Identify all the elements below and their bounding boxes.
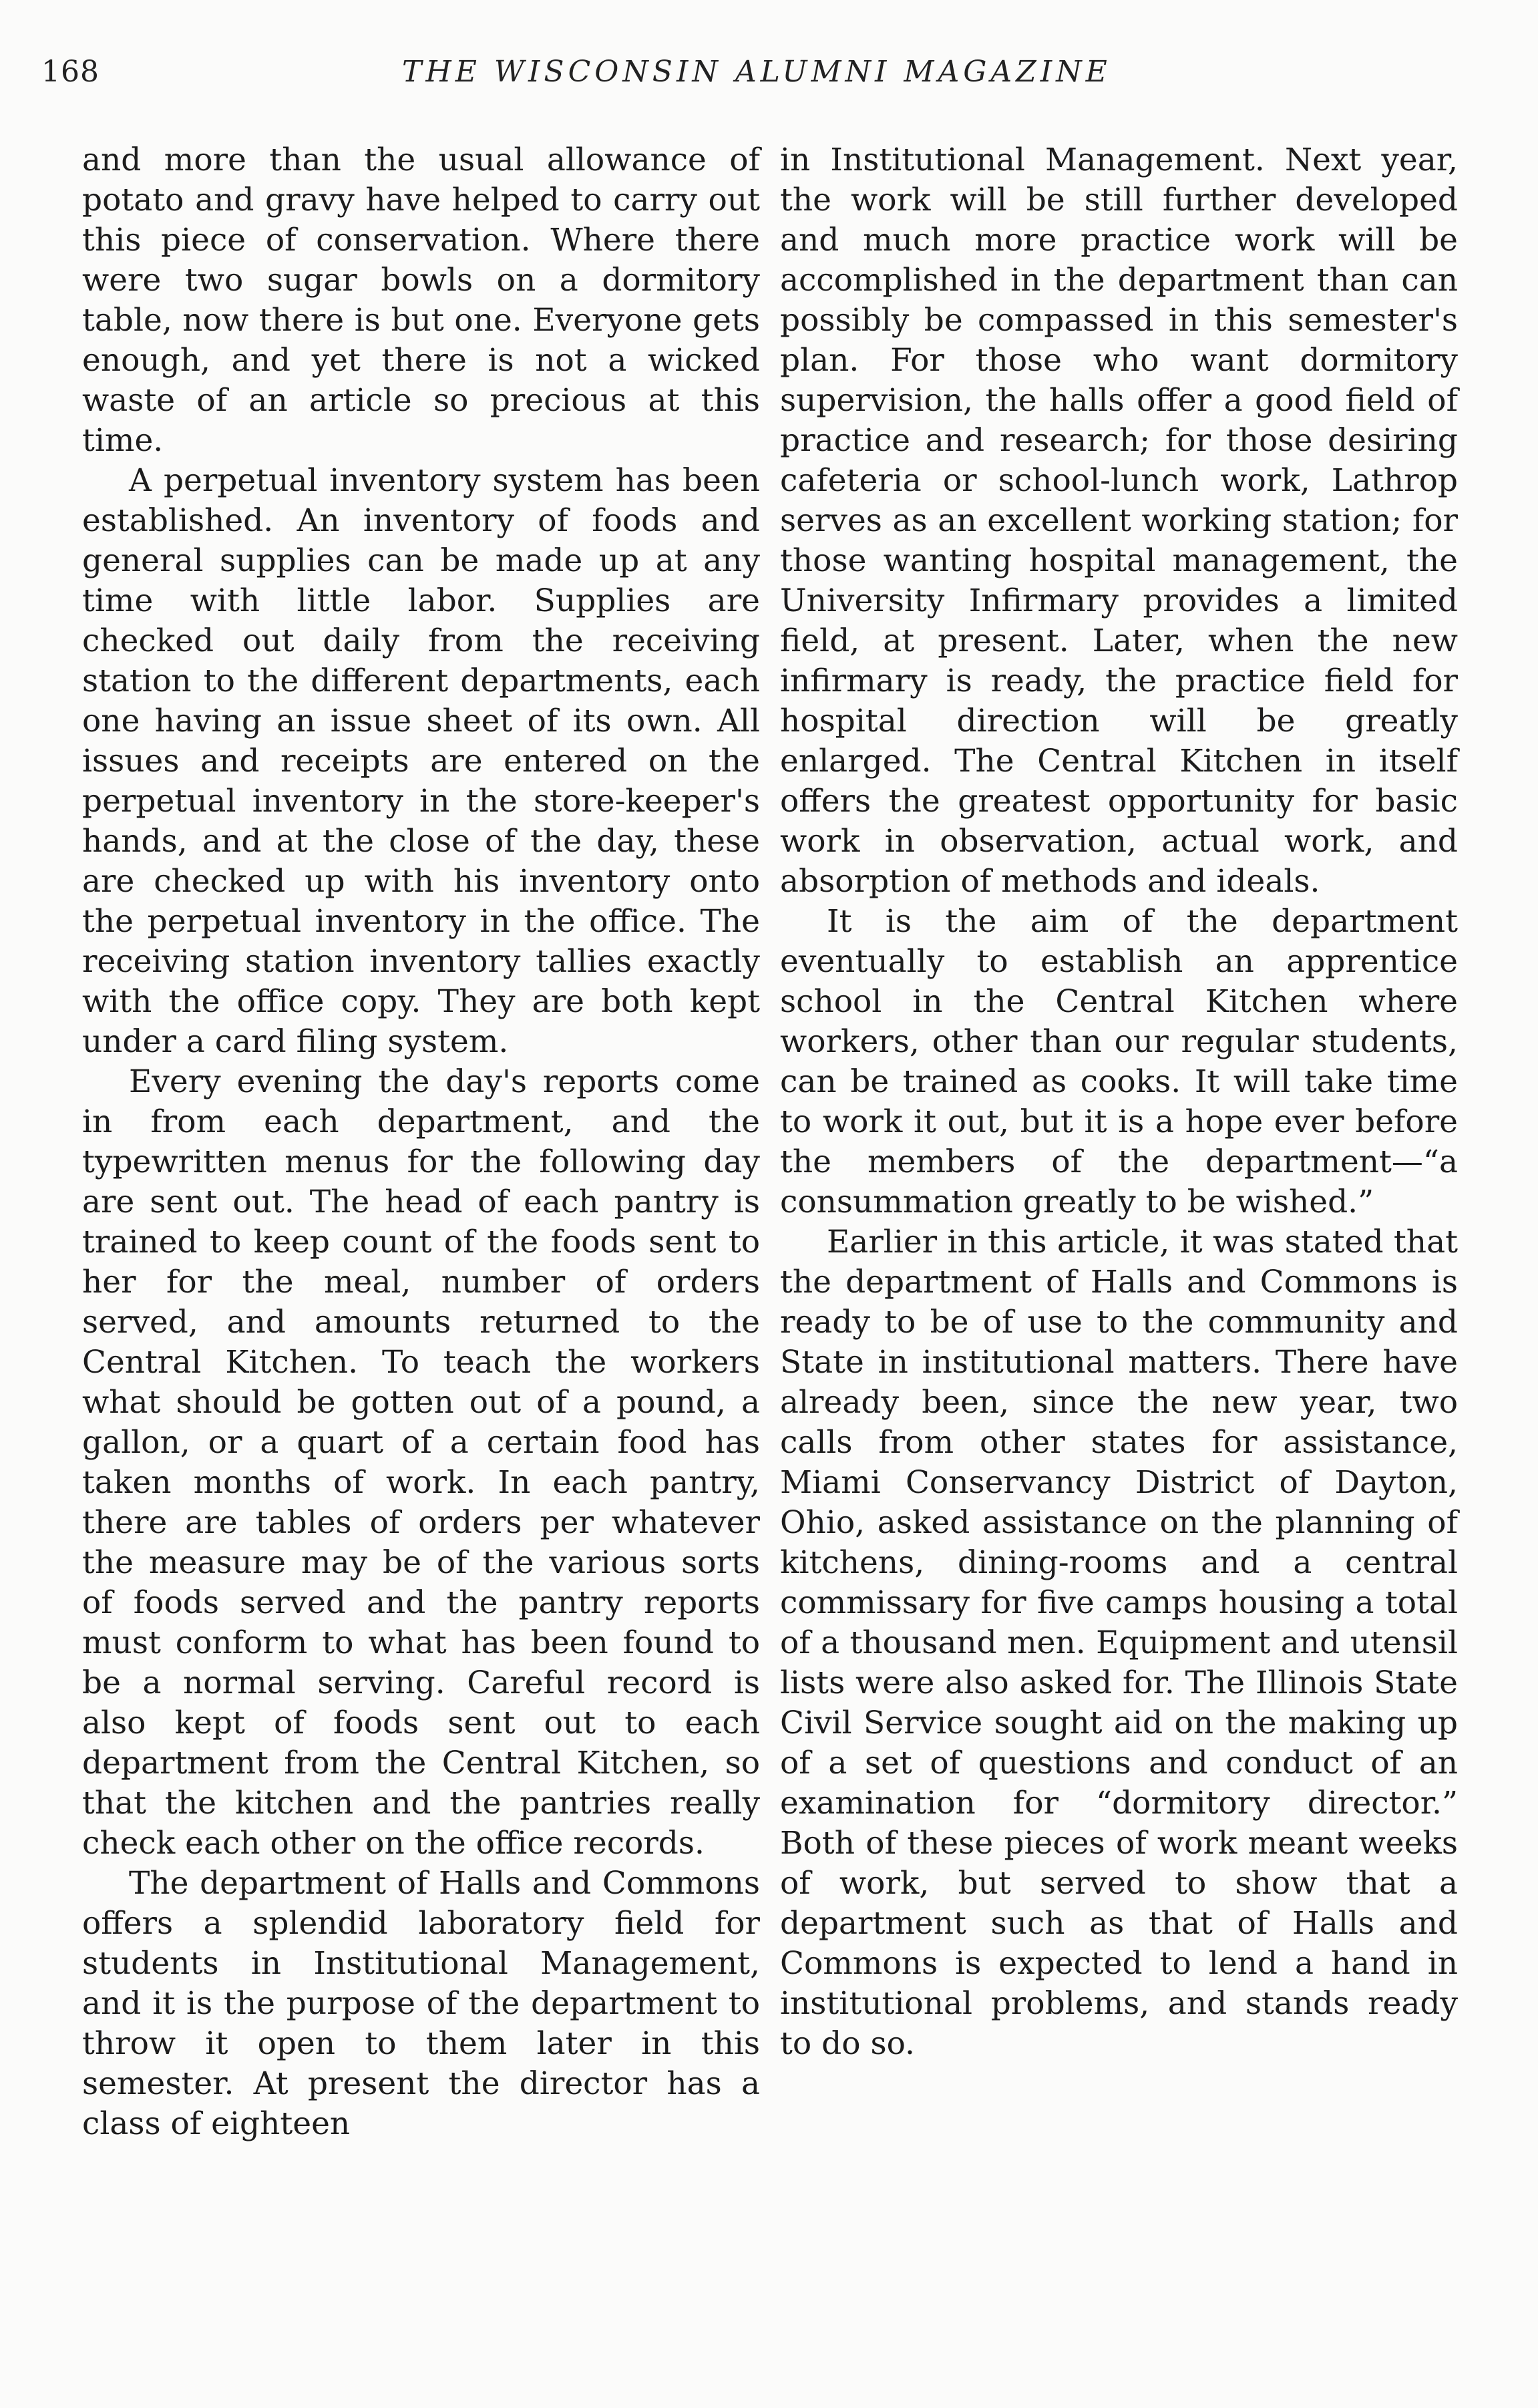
paragraph: It is the aim of the department eventually to establish an apprentice school in the Central Kitchen where workers, other than our regular students, can be trained as cooks. It will take time to work it out, but it is a hope ever before the members of the department—“a consummation greatly to be wished.” bbox=[780, 903, 1458, 1220]
paragraph: in Institutional Management. Next year, the work will be still further developed and much more practice work will be accomplished in the department than can possibly be compassed in this semester's plan. For those who want dormitory supervision, the halls offer a good field of practice and research; for those desiring cafeteria or school-lunch work, Lathrop serves as an excellent working station; for those wanting hospital management, the University Infirmary provides a limited field, at present. Later, when the new infirmary is ready, the practice field for hospital direction will be greatly enlarged. The Central Kitchen in itself offers the greatest opportunity for basic work in observation, actual work, and absorption of methods and ideals. bbox=[780, 142, 1458, 900]
paragraph: Earlier in this article, it was stated that the department of Halls and Commons is ready to be of use to the community and State in institutional matters. There have already been, since the new year, two calls from other states for assistance, Miami Conservancy District of Dayton, Ohio, asked assistance on the planning of kitchens, dining-rooms and a central commissary for five camps housing a total of a thousand men. Equipment and utensil lists were also asked for. The Illinois State Civil Service sought aid on the making up of a set of questions and conduct of an examination for “dormitory director.” Both of these pieces of work meant weeks of work, but served to show that a department such as that of Halls and Commons is expected to lend a hand in institutional problems, and stands ready to do so. bbox=[780, 1224, 1458, 2062]
paragraph: Every evening the day's reports come in from each department, and the typewritten menus for the following day are sent out. The head of each pantry is trained to keep count of the foods sent to her for the meal, number of orders served, and amounts returned to the Central Kitchen. To teach the workers what should be gotten out of a pound, a gallon, or a quart of a certain food has taken months of work. In each pantry, there are tables of orders per whatever the measure may be of the various sorts of foods served and the pantry reports must conform to what has been found to be a normal serving. Careful record is also kept of foods sent out to each department from the Central Kitchen, so that the kitchen and the pantries really check each other on the office records. bbox=[82, 1063, 760, 1862]
paragraph: and more than the usual allowance of potato and gravy have helped to carry out this piece of conservation. Where there were two sugar bowls on a dormitory table, now there is but one. Everyone gets enough, and yet there is not a wicked waste of an article so precious at this time. bbox=[82, 142, 760, 459]
paragraph: A perpetual inventory system has been established. An inventory of foods and general supplies can be made up at any time with little labor. Supplies are checked out daily from the receiving station to the different departments, each one having an issue sheet of its own. All issues and receipts are entered on the perpetual inventory in the store-keeper's hands, and at the close of the day, these are checked up with his inventory onto the perpetual inventory in the office. The receiving station inventory tallies exactly with the office copy. They are both kept under a card filing system. bbox=[82, 462, 760, 1060]
running-title: THE WISCONSIN ALUMNI MAGAZINE bbox=[402, 55, 1111, 89]
paragraph: The department of Halls and Commons offers a splendid laboratory field for students in Institutional Management, and it is the purpose of the department to throw it open to them later in this semester. At present the director has a class of eighteen bbox=[82, 1865, 760, 2142]
page-header bbox=[41, 55, 1477, 102]
right-column bbox=[780, 140, 1458, 2064]
left-column bbox=[82, 140, 760, 2144]
page-number: 168 bbox=[41, 55, 100, 89]
